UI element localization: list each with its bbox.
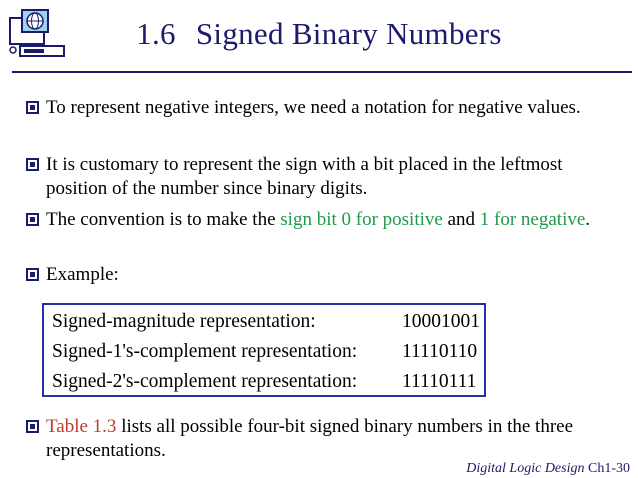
- square-bullet-icon: [26, 158, 39, 171]
- section-number: 1.6: [136, 16, 176, 51]
- example-box: [42, 303, 486, 397]
- example-label: Signed-magnitude representation:: [52, 311, 316, 332]
- example-value: 10001001: [402, 311, 480, 332]
- bullet-text: [46, 208, 606, 232]
- example-row: [52, 340, 478, 364]
- page-title: [0, 16, 638, 52]
- bullet-item: [26, 153, 586, 201]
- title-divider: [12, 71, 632, 73]
- example-label: Signed-2's-complement representation:: [52, 371, 358, 392]
- course-name: Digital Logic Design: [466, 461, 585, 476]
- example-row: [52, 370, 477, 394]
- square-bullet-icon: [26, 420, 39, 433]
- highlight-negative: 1 for negative: [479, 209, 586, 230]
- title-text: Signed Binary Numbers: [195, 16, 502, 51]
- bullet-text-part: lists all possible four-bit signed binary numbers in the three representations.: [46, 416, 574, 461]
- square-bullet-icon: [26, 101, 39, 114]
- bullet-text-part: The convention is to make the: [46, 209, 281, 230]
- bullet-text: To represent negative integers, we need a notation for negative values.: [46, 97, 581, 118]
- example-value: 11110111: [402, 371, 477, 392]
- bullet-text: Example:: [46, 264, 119, 285]
- square-bullet-icon: [26, 268, 39, 281]
- bullet-text-part: .: [585, 209, 591, 230]
- footer: [466, 461, 630, 477]
- example-row: [52, 310, 480, 334]
- example-value: 11110110: [402, 341, 478, 362]
- bullet-item: [26, 263, 586, 287]
- bullet-item: [26, 415, 586, 463]
- page-number: Ch1-30: [588, 461, 630, 476]
- example-label: Signed-1's-complement representation:: [52, 341, 358, 362]
- bullet-item: [26, 96, 586, 120]
- square-bullet-icon: [26, 213, 39, 226]
- highlight-positive: sign bit 0 for positive: [280, 209, 443, 230]
- bullet-text-part: and: [442, 209, 480, 230]
- bullet-text: [46, 415, 606, 463]
- table-reference-link[interactable]: Table 1.3: [46, 416, 117, 437]
- bullet-text: It is customary to represent the sign with a bit placed in the leftmost position of the number since binary digits.: [46, 154, 563, 199]
- bullet-item: [26, 208, 591, 232]
